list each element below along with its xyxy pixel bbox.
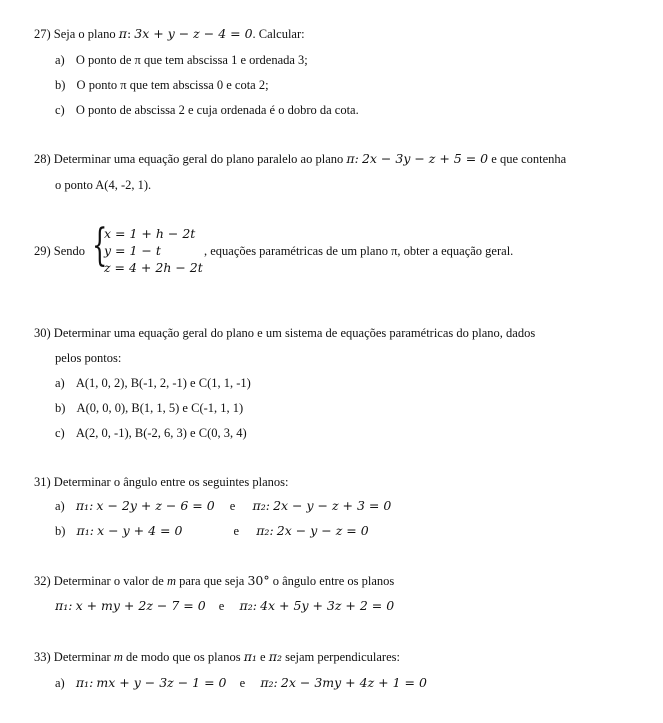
item-text: O ponto π que tem abscissa 0 e cota 2; — [76, 78, 269, 92]
p28-equation: 2x − 3y − z + 5 = 0 — [361, 151, 489, 166]
problem-31-item-a — [55, 498, 391, 514]
p28-line1-post: e que contenha — [491, 152, 567, 166]
item-label: a) — [55, 376, 65, 390]
eq2: 2x − y − z = 0 — [276, 523, 369, 538]
problem-32-header — [34, 573, 394, 589]
p32-header-pre: 32) Determinar o valor de — [34, 574, 164, 588]
problem-27-header: 27) Seja o plano π: 3x + y − z − 4 = 0. Calcular: — [34, 26, 305, 41]
p32-header-post: o ângulo entre os planos — [272, 574, 395, 588]
item-label: b) — [55, 401, 66, 415]
pi1-label: π₁: — [55, 598, 73, 613]
p29-system-eq1: x = 1 + h − 2t — [104, 226, 196, 241]
item-label: b) — [55, 524, 66, 538]
p27-pi: π — [118, 26, 127, 41]
problem-33-item-a — [55, 675, 427, 691]
p33-pi1: π₁ — [243, 649, 257, 664]
item-text: A(1, 0, 2), B(-1, 2, -1) e C(1, 1, -1) — [75, 376, 251, 390]
p28-line1-pre: 28) Determinar uma equação geral do plano paralelo ao plano — [34, 152, 344, 166]
item-text: O ponto de abscissa 2 e cuja ordenada é o dobro da cota. — [75, 103, 359, 117]
problem-27-item-a — [55, 52, 308, 68]
pi2-label: π₂: — [239, 598, 257, 613]
pi2-label: π₂: — [260, 675, 278, 690]
system-brace: { — [92, 220, 108, 271]
p27-equation: 3x + y − z − 4 = 0 — [134, 26, 253, 41]
problem-32-planes — [55, 598, 394, 614]
p28-pi: π: — [346, 151, 359, 166]
p27-header-text: 27) Seja o plano — [34, 27, 116, 41]
eq1: x − 2y + z − 6 = 0 — [96, 498, 215, 513]
p31-header: 31) Determinar o ângulo entre os seguintes planos: — [34, 475, 289, 489]
item-label: a) — [55, 499, 65, 513]
pi1-label: π₁: — [75, 498, 94, 513]
eq2: 2x − 3my + 4z + 1 = 0 — [280, 675, 427, 690]
p32-m: m — [166, 574, 176, 588]
item-label: b) — [55, 78, 66, 92]
eq2: 2x − y − z + 3 = 0 — [273, 498, 392, 513]
problem-29-post — [204, 243, 513, 259]
item-label: a) — [55, 676, 65, 690]
problem-31-header — [34, 474, 288, 490]
problem-27-item-b — [55, 77, 269, 93]
item-label: a) — [55, 53, 65, 67]
eq1: mx + y − 3z − 1 = 0 — [96, 675, 227, 690]
p33-and: e — [260, 650, 266, 664]
item-text: A(0, 0, 0), B(1, 1, 5) e C(-1, 1, 1) — [76, 401, 244, 415]
p33-m: m — [113, 650, 123, 664]
conj: e — [218, 599, 225, 613]
pi1-label: π₁: — [76, 523, 94, 538]
problem-27-item-c — [55, 102, 359, 118]
p30-line1: 30) Determinar uma equação geral do plano e um sistema de equações paramétricas do plano, dados — [34, 326, 536, 340]
p33-header-post: sejam perpendiculares: — [285, 650, 400, 664]
item-label: c) — [55, 426, 65, 440]
p33-header-pre: 33) Determinar — [34, 650, 111, 664]
p32-header-mid: para que seja — [179, 574, 245, 588]
item-label: c) — [55, 103, 65, 117]
p32-angle: 30° — [247, 573, 270, 588]
problem-28-line2 — [55, 177, 151, 193]
p29-post: , equações paramétricas de um plano π, obter a equação geral. — [204, 244, 514, 258]
problem-29-pre — [34, 243, 85, 259]
problem-30-item-b — [55, 400, 243, 416]
p27-header-tail: . Calcular: — [252, 27, 305, 41]
p30-line2: pelos pontos: — [55, 351, 122, 365]
p29-system-eq3: z = 4 + 2h − 2t — [104, 260, 203, 275]
pi2-label: π₂: — [252, 498, 270, 513]
eq1: x − y + 4 = 0 — [97, 523, 183, 538]
p28-line2: o ponto A(4, -2, 1). — [55, 178, 152, 192]
p29-system-eq2: y = 1 − t — [104, 243, 161, 258]
eq2: 4x + 5y + 3z + 2 = 0 — [260, 598, 395, 613]
problem-30-item-c — [55, 425, 247, 441]
item-text: O ponto de π que tem abscissa 1 e ordenada 3; — [75, 53, 308, 67]
problem-30-line1 — [34, 325, 535, 341]
item-text: A(2, 0, -1), B(-2, 6, 3) e C(0, 3, 4) — [75, 426, 247, 440]
problem-30-line2 — [55, 350, 121, 366]
pi2-label: π₂: — [256, 523, 274, 538]
eq1: x + my + 2z − 7 = 0 — [75, 598, 206, 613]
p33-pi2: π₂ — [268, 649, 282, 664]
pi1-label: π₁: — [75, 675, 94, 690]
problem-33-header — [34, 649, 400, 665]
problem-31-item-b — [55, 523, 369, 539]
conj: e — [239, 676, 246, 690]
problem-28-line1 — [34, 151, 566, 167]
p33-header-mid: de modo que os planos — [125, 650, 241, 664]
conj: e — [229, 499, 236, 513]
problem-30-item-a — [55, 375, 251, 391]
conj: e — [233, 524, 240, 538]
p29-pre: 29) Sendo — [34, 244, 86, 258]
